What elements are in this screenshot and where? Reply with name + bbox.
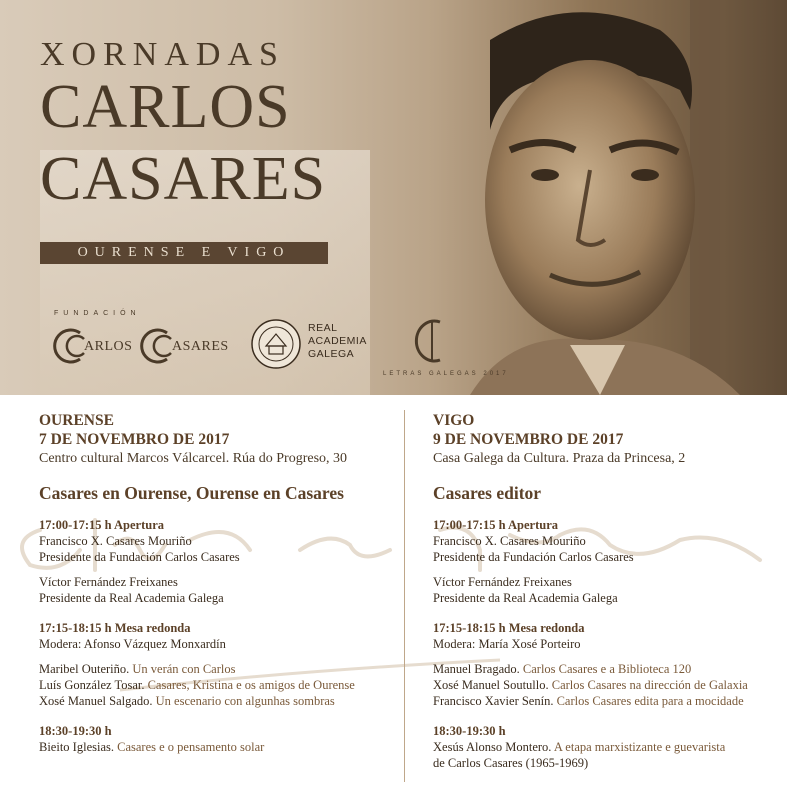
title-xornadas: XORNADAS — [40, 36, 285, 73]
speaker-role: Presidente da Real Academia Galega — [433, 591, 618, 605]
speaker-line: Xosé Manuel Salgado. Un escenario con algunhas sombras — [39, 694, 335, 708]
talk-title: Casares, Kristina e os amigos de Ourense — [147, 678, 355, 692]
ourense-column — [39, 412, 409, 755]
talk-title: Carlos Casares e a Biblioteca 120 — [522, 662, 692, 676]
letras-galegas-logo — [412, 316, 452, 366]
speaker-line: Víctor Fernández Freixanes — [433, 575, 572, 589]
speaker-line: Víctor Fernández Freixanes — [39, 575, 178, 589]
moderator-line: Modera: María Xosé Porteiro — [433, 637, 581, 651]
time-slot: 17:15-18:15 h Mesa redonda — [39, 621, 191, 635]
speaker-role: Presidente da Fundación Carlos Casares — [433, 550, 634, 564]
talk-title: Un escenario con algunhas sombras — [155, 694, 335, 708]
event-date: 9 DE NOVEMBRO DE 2017 — [433, 431, 624, 448]
moderator-line: Modera: Afonso Vázquez Monxardín — [39, 637, 226, 651]
talk-title: Carlos Casares edita para a mocidade — [556, 694, 744, 708]
speaker-line: Francisco Xavier Senín. Carlos Casares edita para a mocidade — [433, 694, 744, 708]
mesa-block — [39, 620, 409, 709]
talk-title: Un verán con Carlos — [132, 662, 236, 676]
time-slot: 17:00-17:15 h Apertura — [39, 518, 164, 532]
speaker-line: Luís González Tosar. Casares, Kristina e os amigos de Ourense — [39, 678, 355, 692]
time-slot: 17:15-18:15 h Mesa redonda — [433, 621, 585, 635]
talk-title: Carlos Casares na dirección de Galaxia — [551, 678, 748, 692]
time-slot: 18:30-19:30 h — [433, 724, 506, 738]
mesa-block — [433, 620, 773, 709]
city-heading: OURENSE — [39, 412, 114, 429]
speaker-line: Francisco X. Casares Mouriño — [39, 534, 192, 548]
apertura-block — [39, 517, 409, 606]
fundacion-cc-logo-2 — [135, 325, 177, 367]
talk-title: Casares e o pensamento solar — [117, 740, 265, 754]
speaker-line: Xosé Manuel Soutullo. Carlos Casares na dirección de Galaxia — [433, 678, 748, 692]
speaker-line: Xesús Alonso Montero. A etapa marxistizante e guevarista — [433, 740, 726, 754]
real-academia-seal — [250, 318, 302, 370]
event-venue: Casa Galega da Cultura. Praza da Princesa, 2 — [433, 451, 686, 466]
speaker-role: Presidente da Fundación Carlos Casares — [39, 550, 240, 564]
speaker-line: Maribel Outeriño. Un verán con Carlos — [39, 662, 236, 676]
time-slot: 17:00-17:15 h Apertura — [433, 518, 558, 532]
speaker-line: Manuel Bragado. Carlos Casares e a Biblioteca 120 — [433, 662, 692, 676]
cities-band: OURENSE E VIGO — [40, 242, 328, 264]
talk-title-cont: de Carlos Casares (1965-1969) — [433, 756, 589, 770]
vigo-column — [433, 412, 773, 771]
title-carlos: CARLOS — [40, 73, 291, 141]
session-title: Casares en Ourense, Ourense en Casares — [39, 483, 344, 503]
real-academia-text: REAL ACADEMIA GALEGA — [308, 322, 367, 360]
apertura-block — [433, 517, 773, 606]
final-block — [433, 723, 773, 771]
event-date: 7 DE NOVEMBRO DE 2017 — [39, 431, 230, 448]
fundacion-word-casares: ASARES — [172, 339, 229, 354]
speaker-role: Presidente da Real Academia Galega — [39, 591, 224, 605]
portrait-photo — [450, 0, 750, 395]
city-heading: VIGO — [433, 412, 475, 429]
speaker-line: Francisco X. Casares Mouriño — [433, 534, 586, 548]
fundacion-label: FUNDACIÓN — [54, 310, 141, 317]
letras-galegas-label: LETRAS GALEGAS 2017 — [383, 371, 509, 377]
talk-title: A etapa marxistizante e guevarista — [553, 740, 726, 754]
session-title: Casares editor — [433, 483, 542, 503]
title-casares: CASARES — [40, 145, 327, 213]
time-slot: 18:30-19:30 h — [39, 724, 112, 738]
speaker-line: Bieito Iglesias. Casares e o pensamento solar — [39, 740, 265, 754]
final-block — [39, 723, 409, 755]
event-venue: Centro cultural Marcos Válcarcel. Rúa do Progreso, 30 — [39, 451, 348, 466]
fundacion-word-carlos: ARLOS — [84, 339, 133, 354]
